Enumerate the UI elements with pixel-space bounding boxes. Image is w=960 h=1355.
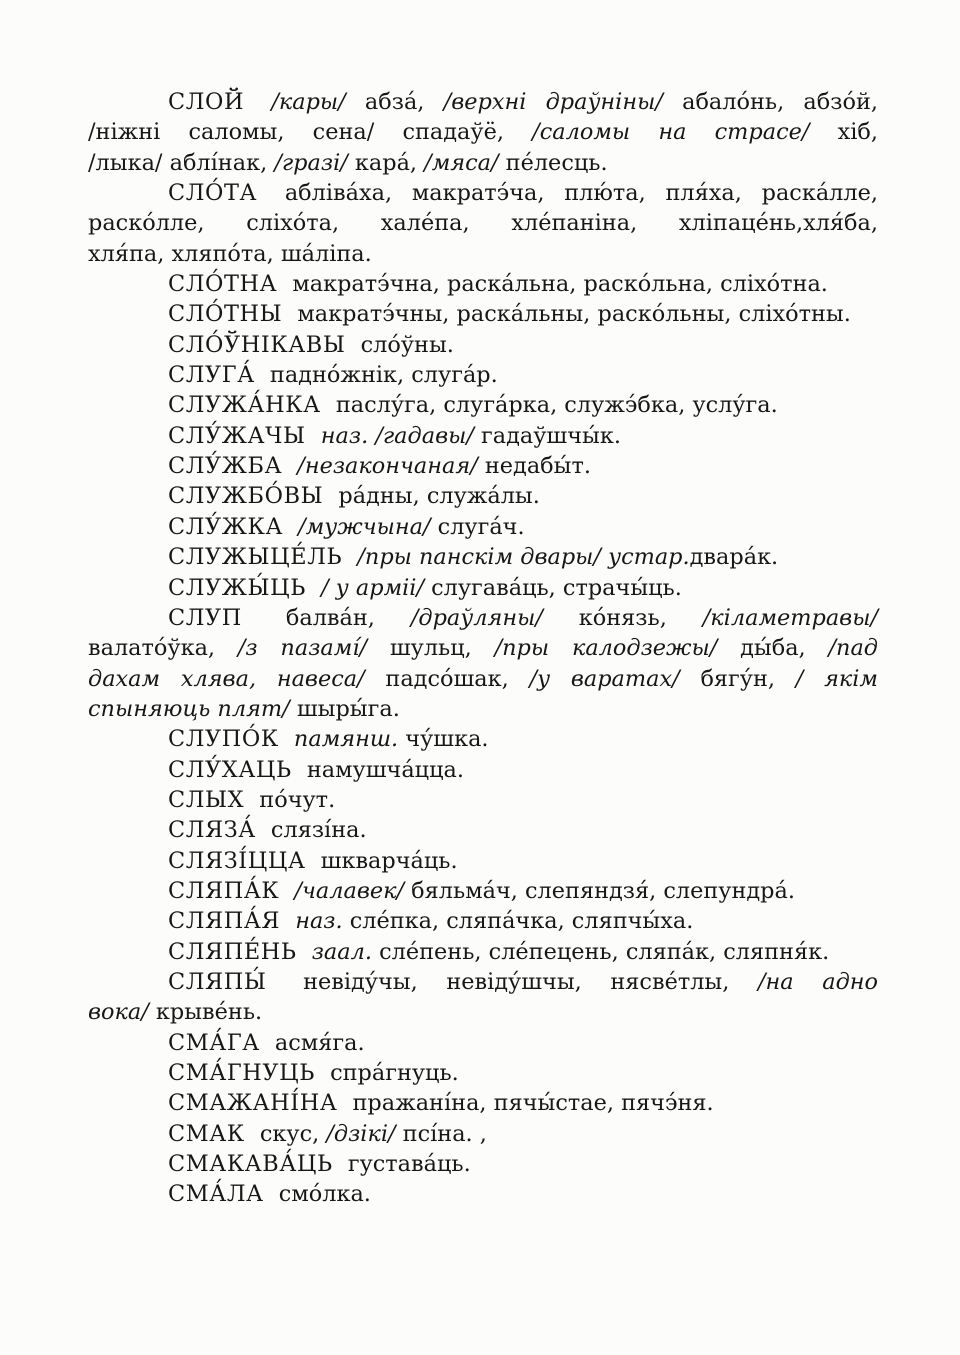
synonym-text: падно́жнік, слуга́р. (262, 362, 498, 389)
entry-line (88, 87, 878, 117)
qualifier-text: /мужчына/ (291, 513, 431, 540)
headword: СЛЯПА́К (168, 877, 280, 904)
headword: СЛУ́ХАЦЬ (168, 756, 292, 783)
synonym-text: скус, (252, 1120, 327, 1147)
synonym-text: слугава́ць, страчы́ць. (424, 574, 682, 601)
synonym-text: слуга́ч. (430, 513, 525, 540)
headword: СМАЖАНІ́НА (168, 1090, 338, 1117)
qualifier-text: /кары/ (252, 89, 346, 115)
synonym-text: сло́ўны. (353, 331, 454, 358)
dictionary-entry (88, 1058, 878, 1088)
synonym-text: ра́дны, служа́лы. (331, 483, 540, 510)
dictionary-entry (88, 390, 878, 420)
headword: СМАК (168, 1120, 245, 1147)
qualifier-text: /чалавек/ (287, 877, 405, 904)
qualifier-text: /на адно (757, 968, 878, 995)
headword: СЛУ́ЖБА (168, 453, 283, 480)
headword: СЛУГА́ (168, 362, 255, 389)
headword: СЛЫХ (168, 786, 245, 813)
dictionary-entry (88, 1119, 878, 1149)
synonym-text: по́чут. (252, 786, 336, 813)
dictionary-entry (88, 299, 878, 329)
headword: СЛО́ТНЫ (168, 301, 283, 328)
headword: СЛО́ТНА (168, 271, 278, 298)
entry-line (88, 542, 878, 572)
qualifier-text: /верхні драўніны/ (443, 89, 663, 115)
synonym-text: пражані́на, пячы́стае, пячэ́ня. (345, 1090, 714, 1117)
dictionary-entry (88, 846, 878, 876)
dictionary-entry (88, 573, 878, 603)
synonym-text: смо́лка. (271, 1181, 371, 1208)
synonym-text: абліва́ха, макратэ́ча, плю́та, пля́ха, раска́лле, (265, 180, 878, 207)
qualifier-text: /пры панскім двары/ устар. (350, 544, 690, 571)
headword: СЛОЙ (168, 89, 245, 115)
dictionary-entry (88, 330, 878, 360)
synonym-text: слязі́на. (263, 817, 367, 844)
qualifier-text: /пры калодзежы/ (494, 635, 718, 662)
synonym-text: густава́ць. (340, 1151, 471, 1178)
entry-line (88, 451, 878, 481)
qualifier-text: /драўляны/ (410, 604, 543, 631)
entry-line (88, 997, 878, 1027)
qualifier-text: /з пазамі́/ (237, 635, 368, 662)
dictionary-entry (88, 785, 878, 815)
synonym-text: абало́нь, абзо́й, (662, 89, 878, 115)
synonym-text: ко́нязь, (542, 604, 703, 631)
synonym-text: сле́пка, сляпа́чка, сляпчы́ха. (342, 908, 694, 935)
headword: СЛЯЗІ́ЦЦА (168, 847, 306, 874)
entry-line (88, 299, 878, 329)
qualifier-text: /у варатах/ (529, 665, 680, 692)
entry-line (88, 815, 878, 845)
dictionary-entry (88, 1179, 878, 1209)
qualifier-text: /мяса/ (424, 149, 499, 176)
dictionary-entry (88, 451, 878, 481)
qualifier-text: /гразі/ (274, 149, 348, 176)
headword: СЛУЖБО́ВЫ (168, 483, 324, 510)
entry-line (88, 330, 878, 360)
entry-line (88, 1179, 878, 1209)
synonym-text: спра́гнуць. (322, 1060, 459, 1086)
synonym-text: чу́шка. (398, 726, 489, 753)
entry-line (88, 239, 878, 269)
dictionary-entry (88, 421, 878, 451)
synonym-text: хля́па, хляпо́та, ша́ліпа. (88, 240, 372, 267)
synonym-text: намушча́цца. (299, 756, 464, 783)
headword: СЛУ́ЖАЧЫ (168, 422, 306, 449)
headword: СЛЯЗА́ (168, 817, 256, 844)
dictionary-entry (88, 481, 878, 511)
qualifier-text: памянш. (286, 726, 399, 753)
synonym-text: недабы́т. (477, 453, 591, 480)
synonym-text: шульц, (367, 635, 495, 662)
synonym-text: кара́, (347, 149, 425, 176)
entry-line (88, 360, 878, 390)
qualifier-text: /незакончаная/ (290, 453, 478, 480)
entry-line (88, 906, 878, 936)
entry-line (88, 664, 878, 694)
entry-line (88, 846, 878, 876)
dictionary-entry (88, 512, 878, 542)
qualifier-text: вока/ (88, 999, 149, 1026)
synonym-text: бяльма́ч, слепяндзя́, слепундра́. (404, 877, 795, 904)
synonym-text: двара́к. (689, 544, 779, 571)
synonym-text: абза́, (345, 89, 444, 115)
dictionary-entry (88, 360, 878, 390)
synonym-text: макратэ́чна, раска́льна, раско́льна, сліхо́тна. (285, 271, 828, 298)
qualifier-text: наз. (288, 908, 343, 935)
dictionary-entry (88, 1149, 878, 1179)
dictionary-entry (88, 906, 878, 936)
headword: СЛО́ЎНІКАВЫ (168, 331, 346, 358)
synonym-text: сле́пень, сле́пецень, сляпа́к, сляпня́к. (372, 938, 830, 965)
qualifier-text: наз. /гадавы/ (313, 422, 474, 449)
synonym-text: паслу́га, слуга́рка, служэ́бка, услу́га. (328, 392, 778, 419)
entry-line (88, 269, 878, 299)
synonym-text: шыры́га. (289, 695, 400, 722)
synonym-text: валато́ўка, (88, 635, 238, 662)
synonym-text: псі́на. , (395, 1120, 487, 1147)
headword: СЛУ́ЖКА (168, 513, 284, 540)
entry-line (88, 755, 878, 785)
headword: СЛЯПЫ́ (168, 968, 267, 995)
entry-line (88, 178, 878, 208)
dictionary-entry (88, 724, 878, 754)
synonym-text: макратэ́чны, раска́льны, раско́льны, сліхо́тны. (290, 301, 851, 328)
headword: СЛЯПА́Я (168, 908, 281, 935)
qualifier-text: /дзікі/ (326, 1120, 396, 1147)
synonym-text: раско́лле, сліхо́та, хале́па, хле́паніна, хліпаце́нь,хля́ба, (88, 210, 878, 237)
headword: СЛУЖЫЦЕ́ЛЬ (168, 544, 343, 571)
dictionary-entry (88, 269, 878, 299)
dictionary-entry (88, 937, 878, 967)
qualifier-text: /пад (828, 635, 878, 662)
entry-line (88, 481, 878, 511)
entry-line (88, 785, 878, 815)
synonym-text: падсо́шак, (364, 665, 530, 692)
entry-line (88, 1058, 878, 1088)
entry-line (88, 876, 878, 906)
qualifier-text: / якім (795, 665, 878, 692)
synonym-text: /ніжні саломы, сена/ спадаўё, (88, 119, 533, 146)
synonym-text: пе́лесць. (498, 149, 608, 176)
dictionary-entry (88, 1028, 878, 1058)
entry-line (88, 937, 878, 967)
headword: СЛУЖА́НКА (168, 392, 321, 419)
synonym-text: балва́н, (249, 604, 411, 631)
qualifier-text: дахам хлява, навеса/ (88, 665, 365, 692)
headword: СЛУП (168, 604, 242, 631)
headword: СЛУПО́К (168, 726, 279, 753)
synonym-text: ды́ба, (717, 635, 829, 662)
synonym-text: асмя́га. (267, 1029, 365, 1056)
headword: СМА́ГНУЦЬ (168, 1060, 315, 1086)
synonym-text: шкварча́ць. (313, 847, 458, 874)
headword: СМА́ГА (168, 1029, 260, 1056)
qualifier-text: заал. (304, 938, 372, 965)
dictionary-entry (88, 178, 878, 269)
qualifier-text: /саломы на страсе/ (532, 119, 810, 146)
headword: СЛЯПЕ́НЬ (168, 938, 297, 965)
synonym-text: бягу́н, (679, 665, 796, 692)
entry-line (88, 148, 878, 178)
dictionary-entries (88, 87, 878, 1210)
entry-line (88, 117, 878, 147)
headword: СЛО́ТА (168, 180, 258, 207)
headword: СМА́ЛА (168, 1181, 264, 1208)
synonym-text: хіб, (809, 119, 879, 146)
synonym-text: /лыка/ аблі́нак, (88, 149, 275, 176)
dictionary-entry (88, 815, 878, 845)
entry-line (88, 1028, 878, 1058)
dictionary-entry (88, 967, 878, 1028)
entry-line (88, 694, 878, 724)
synonym-text: крыве́нь. (148, 999, 263, 1026)
dictionary-entry (88, 603, 878, 724)
dictionary-entry (88, 542, 878, 572)
entry-line (88, 421, 878, 451)
qualifier-text: /кіламетравы/ (702, 604, 878, 631)
headword: СЛУЖЫ́ЦЬ (168, 574, 306, 601)
entry-line (88, 1119, 878, 1149)
dictionary-entry (88, 876, 878, 906)
qualifier-text: / у арміі/ (314, 574, 424, 601)
synonym-text: гадаўшчы́к. (473, 422, 621, 449)
dictionary-entry (88, 87, 878, 178)
entry-line (88, 603, 878, 633)
entry-line (88, 390, 878, 420)
dictionary-entry (88, 1088, 878, 1118)
entry-line (88, 967, 878, 997)
qualifier-text: спыняюць плят/ (88, 695, 290, 722)
entry-line (88, 573, 878, 603)
entry-line (88, 1088, 878, 1118)
entry-line (88, 1149, 878, 1179)
entry-line (88, 512, 878, 542)
headword: СМАКАВА́ЦЬ (168, 1151, 333, 1178)
entry-line (88, 633, 878, 663)
synonym-text: невіду́чы, невіду́шчы, нясве́тлы, (274, 968, 758, 995)
dictionary-entry (88, 755, 878, 785)
entry-line (88, 724, 878, 754)
entry-line (88, 208, 878, 238)
